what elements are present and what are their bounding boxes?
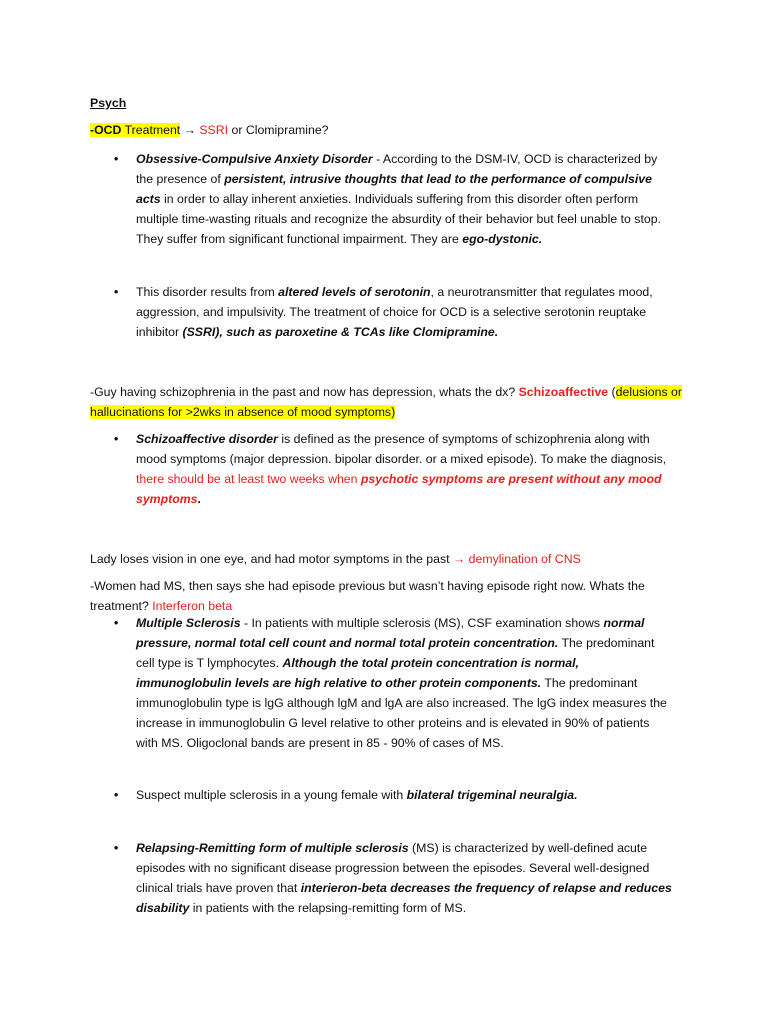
page-title: Psych — [90, 96, 127, 110]
ms-bullets-3 — [114, 838, 674, 918]
ocd-question: -OCD Treatment → SSRI or Clomipramine? — [90, 123, 329, 137]
list-item: • This disorder results from altered levels of serotonin, a neurotransmitter that regulates mood, aggression, and impulsivity. The treatment of choice for OCD is a selective serotonin reuptake inhibitor (SSRI), such as paroxetine & TCAs like Clomipramine. — [114, 282, 674, 342]
list-item: • Relapsing-Remitting form of multiple sclerosis (MS) is characterized by well-defined acute episodes with no significant disease progression between the episodes. Several well-designed clinical trials have proven that interieron-beta decreases the frequency of relapse and reduces disability in patients with the relapsing-remitting form of MS. — [114, 838, 674, 918]
ms-bullets — [114, 613, 674, 753]
schizo-bullets — [114, 429, 674, 509]
ms-question-1: Lady loses vision in one eye, and had motor symptoms in the past → demylination of CNS — [90, 552, 581, 566]
bullet-icon: • — [114, 285, 119, 299]
list-item: • Multiple Sclerosis - In patients with multiple sclerosis (MS), CSF examination shows normal pressure, normal total cell count and normal total protein concentration. The predominant cell type is T lymphocytes. Although the total protein concentration is normal, immunoglobulin levels are high relative to other protein components. The predominant immunoglobulin type is lgG although lgM and lgA are also increased. The lgG index measures the increase in immunoglobulin G level relative to other proteins and is elevated in 90% of patients with MS. Oligoclonal bands are present in 85 - 90% of cases of MS. — [114, 613, 674, 753]
ms-bullets-2 — [114, 785, 674, 805]
list-item: • Obsessive-Compulsive Anxiety Disorder - According to the DSM-IV, OCD is characterized by the presence of persistent, intrusive thoughts that lead to the performance of compulsive acts in order to allay inherent anxieties. Individuals suffering from this disorder often perform multiple time-wasting rituals and recognize the absurdity of their behavior but feel unable to stop. They suffer from significant functional impairment. They are ego-dystonic. — [114, 149, 674, 249]
schizo-question: -Guy having schizophrenia in the past and now has depression, whats the dx? Schizoaffective (delusions or hallucinations for >2wks in absence of mood symptoms) — [90, 385, 682, 419]
ocd-bullets-2 — [114, 282, 674, 342]
ms-question-2: -Women had MS, then says she had episode previous but wasn’t having episode right now. Whats the treatment? Interferon beta — [90, 579, 645, 613]
bullet-icon: • — [114, 616, 119, 630]
list-item: • Suspect multiple sclerosis in a young female with bilateral trigeminal neuralgia. — [114, 785, 674, 805]
bullet-icon: • — [114, 152, 119, 166]
list-item: • Schizoaffective disorder is defined as the presence of symptoms of schizophrenia along with mood symptoms (major depression. bipolar disorder. or a mixed episode). To make the diagnosis, there should be at least two weeks when psychotic symptoms are present without any mood symptoms. — [114, 429, 674, 509]
bullet-icon: • — [114, 788, 119, 802]
bullet-icon: • — [114, 841, 119, 855]
bullet-icon: • — [114, 432, 119, 446]
ocd-bullets — [114, 149, 674, 249]
